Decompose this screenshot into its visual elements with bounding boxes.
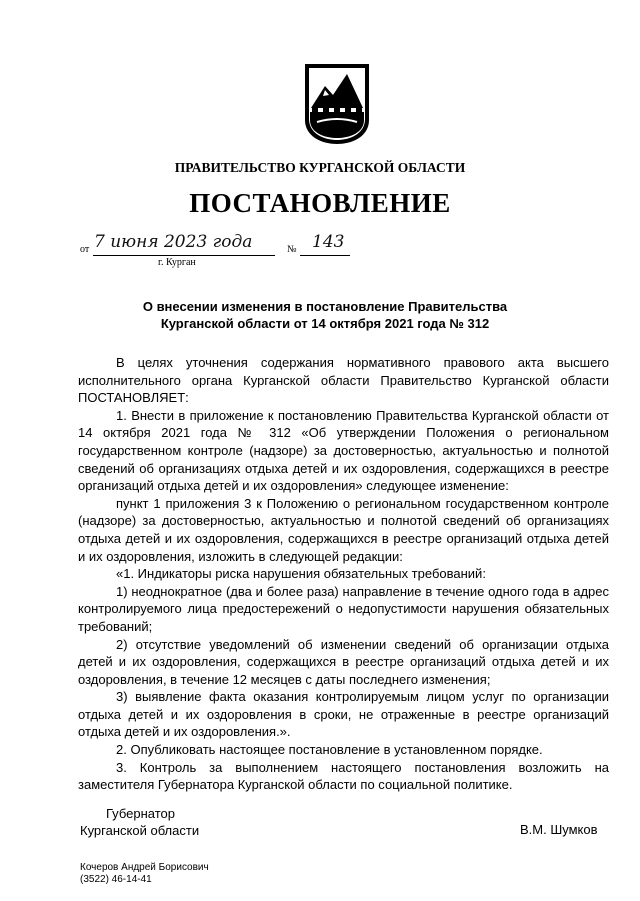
government-title: ПРАВИТЕЛЬСТВО КУРГАНСКОЙ ОБЛАСТИ [174, 160, 466, 175]
executor-phone: (3522) 46-14-41 [80, 874, 152, 885]
handwritten-date: 7 июня 2023 года [94, 232, 253, 252]
signatory-name: В.М. Шумков [520, 822, 598, 837]
paragraph-amendment: пункт 1 приложения 3 к Положению о региональном государственном контроле (надзоре) за достоверностью, актуальностью и полнотой сведений об организациях отдыха детей и их оздоровления, содержащихся в реестре организаций отдыха детей и их оздоровления, изложить в следующей редакции: [78, 495, 609, 564]
paragraph-item-2: 2. Опубликовать настоящее постановление в установленном порядке. [116, 742, 543, 758]
coat-of-arms-icon [303, 62, 371, 146]
date-underline [93, 255, 275, 256]
paragraph-indicator-2: 2) отсутствие уведомлений об изменении сведений об организации отдыха детей и их оздоровления, содержащихся в реестре организаций отдыха детей и их оздоровления, в течение 12 месяцев с даты последнего изменения; [78, 636, 609, 687]
paragraph-item-3: 3. Контроль за выполнением настоящего постановления возложить на заместителя Губернатора Курганской области по социальной политике. [78, 759, 609, 793]
subject-line-2: Курганской области от 14 октября 2021 года № 312 [160, 316, 490, 331]
paragraph-indicators-heading: «1. Индикаторы риска нарушения обязательных требований: [116, 566, 486, 582]
position-line-2: Курганской области [80, 823, 200, 838]
executor-name: Кочеров Андрей Борисович [80, 862, 209, 873]
executor-info [80, 862, 209, 886]
city: г. Курган [158, 257, 196, 268]
number-prefix: № [287, 244, 297, 255]
document-subject [90, 298, 560, 332]
paragraph-preamble: В целях уточнения содержания нормативного правового акта высшего исполнительного органа Курганской области Правительство Курганской области ПОСТАНОВЛЯЕТ: [78, 355, 609, 406]
subject-line-1: О внесении изменения в постановление Правительства [142, 299, 508, 314]
date-prefix: от [80, 244, 90, 255]
paragraph-indicator-1: 1) неоднократное (два и более раза) направление в течение одного года в адрес контролируемого лица предостережений о недопустимости нарушения обязательных требований; [78, 583, 609, 634]
handwritten-number: 143 [312, 232, 345, 252]
signature-position [80, 805, 199, 839]
number-underline [300, 255, 350, 256]
paragraph-indicator-3: 3) выявление факта оказания контролируемым лицом услуг по организации отдыха детей и их оздоровления в сроки, не отраженные в реестре организаций отдыха детей и их оздоровления.». [78, 689, 609, 740]
position-line-1: Губернатор [106, 806, 175, 821]
document-body [78, 354, 609, 794]
paragraph-item-1: 1. Внести в приложение к постановлению Правительства Курганской области от 14 октября 2021 года № 312 «Об утверждении Положения о региональном государственном контроле (надзоре) за достоверностью, актуальностью и полнотой сведений об организациях отдыха детей и их оздоровления, содержащихся в реестре организаций отдыха детей и их оздоровления» следующее изменение: [78, 407, 609, 494]
document-type: ПОСТАНОВЛЕНИЕ [189, 188, 451, 218]
